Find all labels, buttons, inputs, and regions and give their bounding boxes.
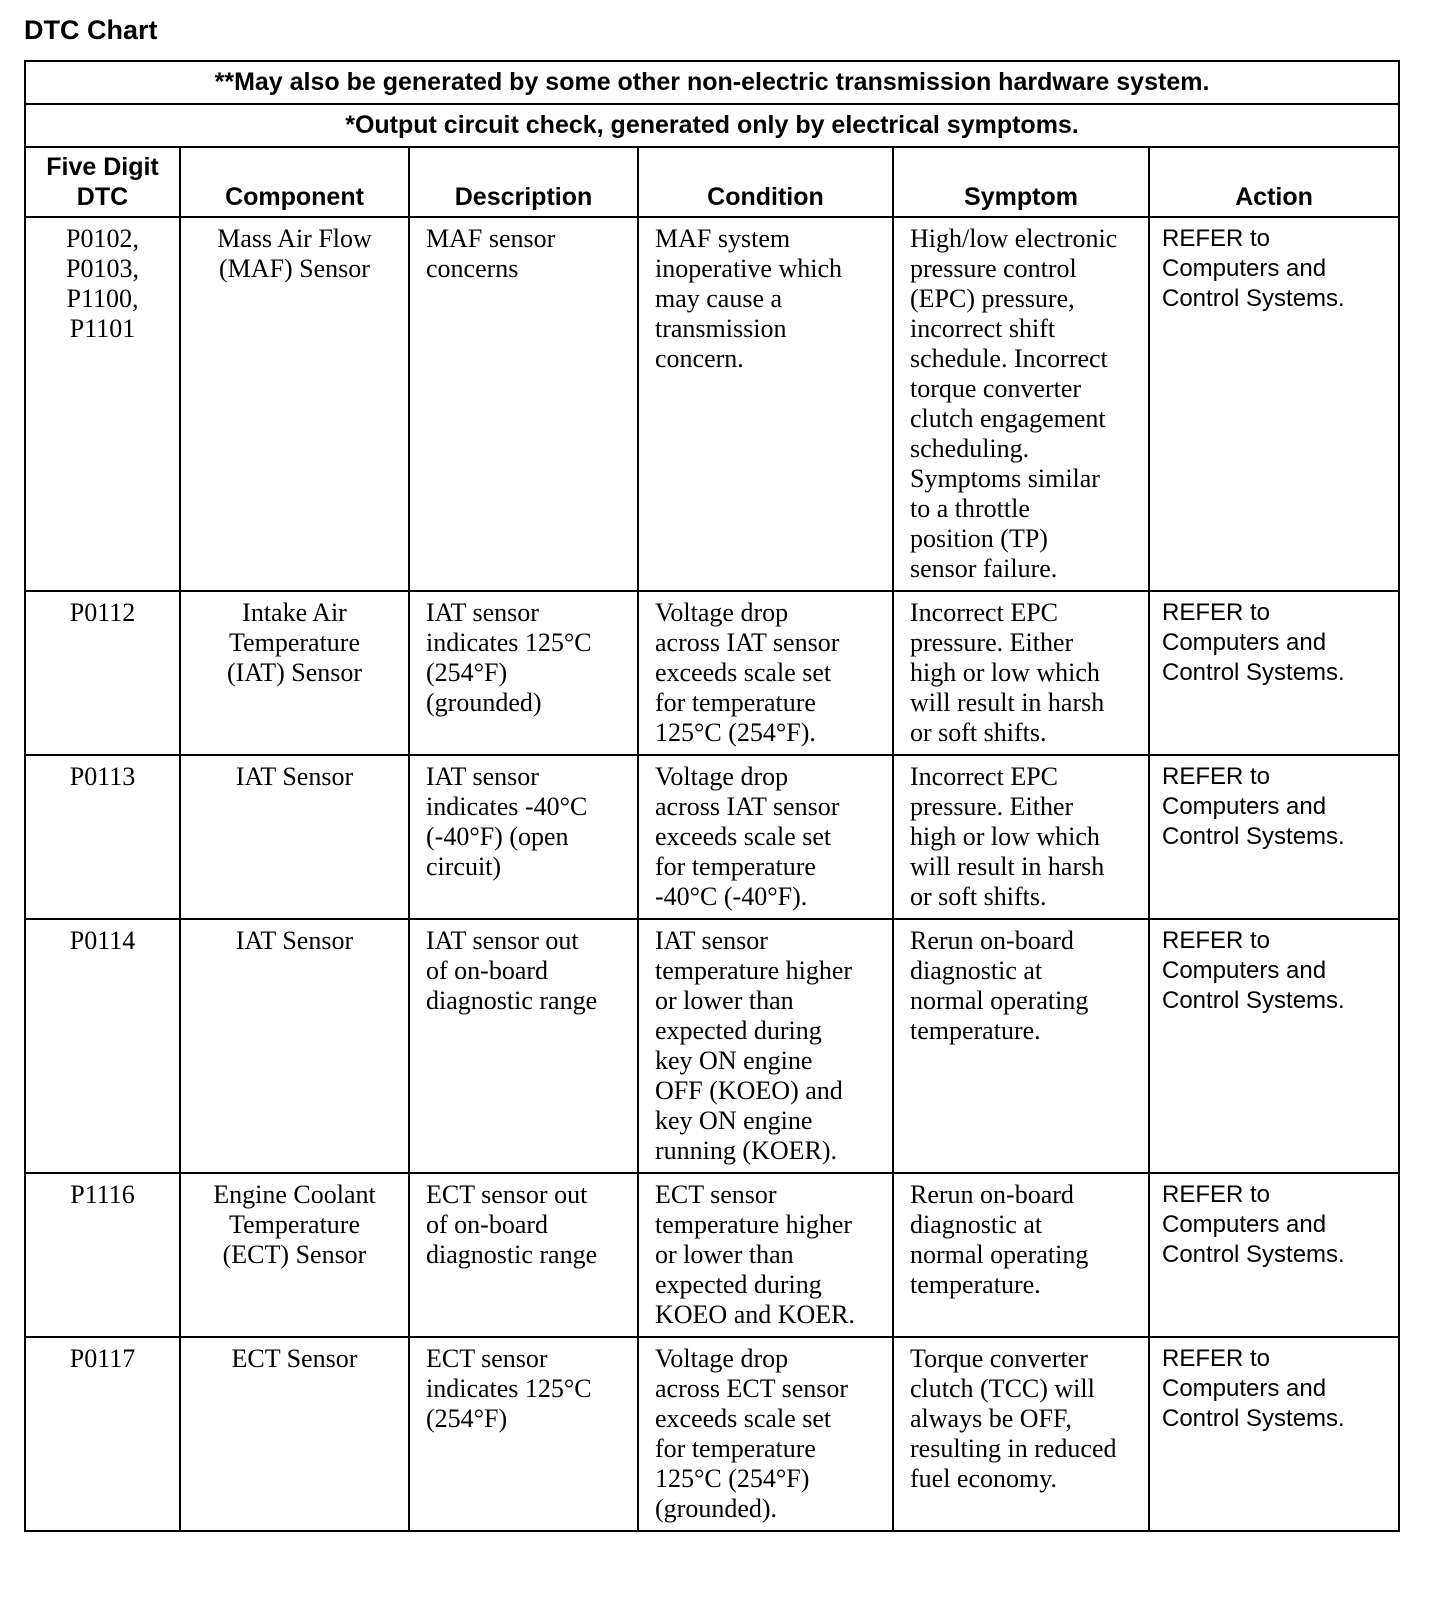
symptom-cell-line: pressure. Either: [910, 792, 1074, 821]
condition-cell-line: key ON engine: [655, 1106, 813, 1135]
condition-cell: [638, 591, 893, 755]
description-cell-line: indicates 125°C: [426, 628, 592, 657]
symptom-cell-line: torque converter: [910, 374, 1082, 403]
dtc-cell-line: P1100,: [66, 284, 139, 313]
description-cell-line: diagnostic range: [426, 1240, 598, 1269]
condition-cell-line: Voltage drop: [655, 762, 789, 791]
symptom-cell-line: High/low electronic: [910, 224, 1118, 253]
action-cell-line: REFER to: [1162, 225, 1271, 252]
condition-cell-line: across ECT sensor: [655, 1374, 849, 1403]
component-cell-line: Temperature: [229, 1210, 360, 1239]
description-cell-line: indicates -40°C: [426, 792, 588, 821]
condition-cell-line: KOEO and KOER.: [655, 1300, 856, 1329]
action-cell: [1149, 217, 1399, 591]
table-row: [25, 755, 1399, 919]
column-header-dtc-line: Five Digit: [46, 153, 159, 181]
dtc-cell: [25, 217, 180, 591]
description-cell: [409, 1337, 638, 1531]
condition-cell-line: expected during: [655, 1016, 822, 1045]
column-header-condition: Condition: [638, 147, 893, 217]
action-cell-line: Computers and: [1162, 957, 1327, 984]
note-other-hardware: **May also be generated by some other non-electric transmission hardware system.: [25, 61, 1399, 104]
action-cell-line: REFER to: [1162, 763, 1271, 790]
column-header-dtc: [25, 147, 180, 217]
symptom-cell-line: scheduling.: [910, 434, 1030, 463]
dtc-cell-line: P0117: [69, 1344, 136, 1373]
description-cell: [409, 919, 638, 1173]
symptom-cell: [893, 1337, 1149, 1531]
table-row: [25, 217, 1399, 591]
condition-cell: [638, 1337, 893, 1531]
page-title: DTC Chart: [24, 15, 158, 45]
component-cell: [180, 1173, 409, 1337]
dtc-cell: [25, 919, 180, 1173]
dtc-cell: [25, 1173, 180, 1337]
component-cell: [180, 1337, 409, 1531]
symptom-cell-line: normal operating: [910, 1240, 1089, 1269]
description-cell-line: diagnostic range: [426, 986, 598, 1015]
table-row: [25, 919, 1399, 1173]
symptom-cell: [893, 217, 1149, 591]
component-cell-line: Engine Coolant: [213, 1180, 376, 1209]
action-cell-line: Computers and: [1162, 793, 1327, 820]
action-cell-line: REFER to: [1162, 1181, 1271, 1208]
symptom-cell-line: temperature.: [910, 1270, 1041, 1299]
symptom-cell-line: pressure. Either: [910, 628, 1074, 657]
description-cell-line: IAT sensor: [426, 598, 539, 627]
symptom-cell: [893, 919, 1149, 1173]
note-row: [25, 104, 1399, 147]
description-cell-line: MAF sensor: [426, 224, 556, 253]
component-cell: [180, 217, 409, 591]
action-cell-line: Control Systems.: [1162, 659, 1345, 686]
condition-cell-line: OFF (KOEO) and: [655, 1076, 843, 1105]
symptom-cell-line: schedule. Incorrect: [910, 344, 1108, 373]
table-row: [25, 1337, 1399, 1531]
table-row: [25, 591, 1399, 755]
condition-cell-line: exceeds scale set: [655, 822, 832, 851]
condition-cell-line: (grounded).: [655, 1494, 778, 1523]
symptom-cell-line: Rerun on-board: [910, 1180, 1074, 1209]
symptom-cell-line: diagnostic at: [910, 1210, 1043, 1239]
component-cell-line: (MAF) Sensor: [219, 254, 370, 283]
symptom-cell-line: will result in harsh: [910, 688, 1105, 717]
condition-cell-line: ECT sensor: [655, 1180, 777, 1209]
description-cell-line: of on-board: [426, 1210, 549, 1239]
symptom-cell-line: Rerun on-board: [910, 926, 1074, 955]
action-cell-line: Control Systems.: [1162, 987, 1345, 1014]
symptom-cell-line: Symptoms similar: [910, 464, 1100, 493]
action-cell-line: REFER to: [1162, 927, 1271, 954]
component-cell: [180, 755, 409, 919]
action-cell: [1149, 1337, 1399, 1531]
symptom-cell: [893, 591, 1149, 755]
condition-cell: [638, 755, 893, 919]
action-cell-line: Computers and: [1162, 1211, 1327, 1238]
column-header-description: Description: [409, 147, 638, 217]
condition-cell-line: Voltage drop: [655, 598, 789, 627]
action-cell-line: Control Systems.: [1162, 823, 1345, 850]
component-cell-line: Mass Air Flow: [217, 224, 372, 253]
action-cell: [1149, 591, 1399, 755]
symptom-cell-line: Incorrect EPC: [910, 598, 1059, 627]
symptom-cell-line: sensor failure.: [910, 554, 1058, 583]
component-cell-line: IAT Sensor: [235, 926, 354, 955]
condition-cell-line: 125°C (254°F).: [655, 718, 816, 747]
dtc-table: [24, 60, 1400, 1532]
dtc-cell: [25, 755, 180, 919]
symptom-cell-line: pressure control: [910, 254, 1077, 283]
column-header-action: Action: [1149, 147, 1399, 217]
dtc-cell: [25, 591, 180, 755]
dtc-cell-line: P0114: [69, 926, 136, 955]
dtc-cell-line: P0113: [69, 762, 136, 791]
symptom-cell-line: incorrect shift: [910, 314, 1056, 343]
component-cell-line: Intake Air: [242, 598, 347, 627]
description-cell-line: (254°F): [426, 1404, 508, 1433]
symptom-cell-line: temperature.: [910, 1016, 1041, 1045]
action-cell-line: REFER to: [1162, 1345, 1271, 1372]
condition-cell-line: temperature higher: [655, 1210, 853, 1239]
symptom-cell-line: (EPC) pressure,: [910, 284, 1075, 313]
description-cell: [409, 1173, 638, 1337]
component-cell-line: ECT Sensor: [231, 1344, 358, 1373]
condition-cell-line: across IAT sensor: [655, 792, 840, 821]
condition-cell: [638, 919, 893, 1173]
symptom-cell-line: normal operating: [910, 986, 1089, 1015]
symptom-cell-line: clutch (TCC) will: [910, 1374, 1095, 1403]
condition-cell-line: key ON engine: [655, 1046, 813, 1075]
dtc-cell-line: P0102,: [66, 224, 139, 253]
dtc-cell: [25, 1337, 180, 1531]
symptom-cell-line: or soft shifts.: [910, 718, 1047, 747]
action-cell-line: Computers and: [1162, 1375, 1327, 1402]
column-header-symptom: Symptom: [893, 147, 1149, 217]
action-cell-line: Control Systems.: [1162, 1405, 1345, 1432]
action-cell-line: REFER to: [1162, 599, 1271, 626]
symptom-cell-line: high or low which: [910, 658, 1100, 687]
action-cell-line: Computers and: [1162, 629, 1327, 656]
note-row: [25, 61, 1399, 104]
symptom-cell-line: high or low which: [910, 822, 1100, 851]
description-cell: [409, 591, 638, 755]
dtc-cell-line: P1116: [70, 1180, 135, 1209]
condition-cell-line: MAF system: [655, 224, 791, 253]
column-header-dtc-line: DTC: [76, 183, 129, 211]
dtc-cell-line: P0112: [69, 598, 136, 627]
action-cell-line: Computers and: [1162, 255, 1327, 282]
symptom-cell-line: resulting in reduced: [910, 1434, 1117, 1463]
symptom-cell-line: to a throttle: [910, 494, 1030, 523]
description-cell-line: circuit): [426, 852, 502, 881]
symptom-cell-line: always be OFF,: [910, 1404, 1072, 1433]
symptom-cell-line: Torque converter: [910, 1344, 1088, 1373]
description-cell-line: of on-board: [426, 956, 549, 985]
action-cell-line: Control Systems.: [1162, 285, 1345, 312]
symptom-cell-line: diagnostic at: [910, 956, 1043, 985]
description-cell-line: IAT sensor: [426, 762, 539, 791]
symptom-cell-line: Incorrect EPC: [910, 762, 1059, 791]
component-cell: [180, 919, 409, 1173]
condition-cell-line: inoperative which: [655, 254, 842, 283]
component-cell: [180, 591, 409, 755]
component-cell-line: IAT Sensor: [235, 762, 354, 791]
condition-cell-line: running (KOER).: [655, 1136, 837, 1165]
condition-cell-line: or lower than: [655, 986, 794, 1015]
condition-cell-line: may cause a: [655, 284, 783, 313]
description-cell: [409, 755, 638, 919]
condition-cell-line: exceeds scale set: [655, 658, 832, 687]
condition-cell-line: transmission: [655, 314, 787, 343]
component-cell-line: Temperature: [229, 628, 360, 657]
description-cell: [409, 217, 638, 591]
condition-cell: [638, 217, 893, 591]
header-row: [25, 147, 1399, 217]
condition-cell-line: temperature higher: [655, 956, 853, 985]
description-cell-line: (254°F): [426, 658, 508, 687]
condition-cell-line: IAT sensor: [655, 926, 768, 955]
action-cell: [1149, 919, 1399, 1173]
description-cell-line: IAT sensor out: [426, 926, 579, 955]
condition-cell: [638, 1173, 893, 1337]
dtc-cell-line: P0103,: [66, 254, 139, 283]
description-cell-line: ECT sensor out: [426, 1180, 588, 1209]
condition-cell-line: or lower than: [655, 1240, 794, 1269]
symptom-cell-line: or soft shifts.: [910, 882, 1047, 911]
condition-cell-line: -40°C (-40°F).: [655, 882, 808, 911]
symptom-cell-line: clutch engagement: [910, 404, 1106, 433]
condition-cell-line: exceeds scale set: [655, 1404, 832, 1433]
symptom-cell: [893, 755, 1149, 919]
description-cell-line: indicates 125°C: [426, 1374, 592, 1403]
description-cell-line: concerns: [426, 254, 519, 283]
dtc-cell-line: P1101: [69, 314, 136, 343]
symptom-cell-line: will result in harsh: [910, 852, 1105, 881]
description-cell-line: ECT sensor: [426, 1344, 548, 1373]
action-cell: [1149, 755, 1399, 919]
symptom-cell: [893, 1173, 1149, 1337]
condition-cell-line: for temperature: [655, 1434, 816, 1463]
condition-cell-line: concern.: [655, 344, 744, 373]
condition-cell-line: Voltage drop: [655, 1344, 789, 1373]
description-cell-line: (-40°F) (open: [426, 822, 569, 851]
condition-cell-line: 125°C (254°F): [655, 1464, 810, 1493]
symptom-cell-line: position (TP): [910, 524, 1048, 553]
component-cell-line: (IAT) Sensor: [226, 658, 363, 687]
condition-cell-line: across IAT sensor: [655, 628, 840, 657]
action-cell: [1149, 1173, 1399, 1337]
dtc-table-body: [25, 217, 1399, 1531]
note-output-circuit: *Output circuit check, generated only by electrical symptoms.: [25, 104, 1399, 147]
action-cell-line: Control Systems.: [1162, 1241, 1345, 1268]
symptom-cell-line: fuel economy.: [910, 1464, 1058, 1493]
table-row: [25, 1173, 1399, 1337]
column-header-component: Component: [180, 147, 409, 217]
condition-cell-line: expected during: [655, 1270, 822, 1299]
condition-cell-line: for temperature: [655, 852, 816, 881]
component-cell-line: (ECT) Sensor: [222, 1240, 367, 1269]
description-cell-line: (grounded): [426, 688, 542, 717]
condition-cell-line: for temperature: [655, 688, 816, 717]
